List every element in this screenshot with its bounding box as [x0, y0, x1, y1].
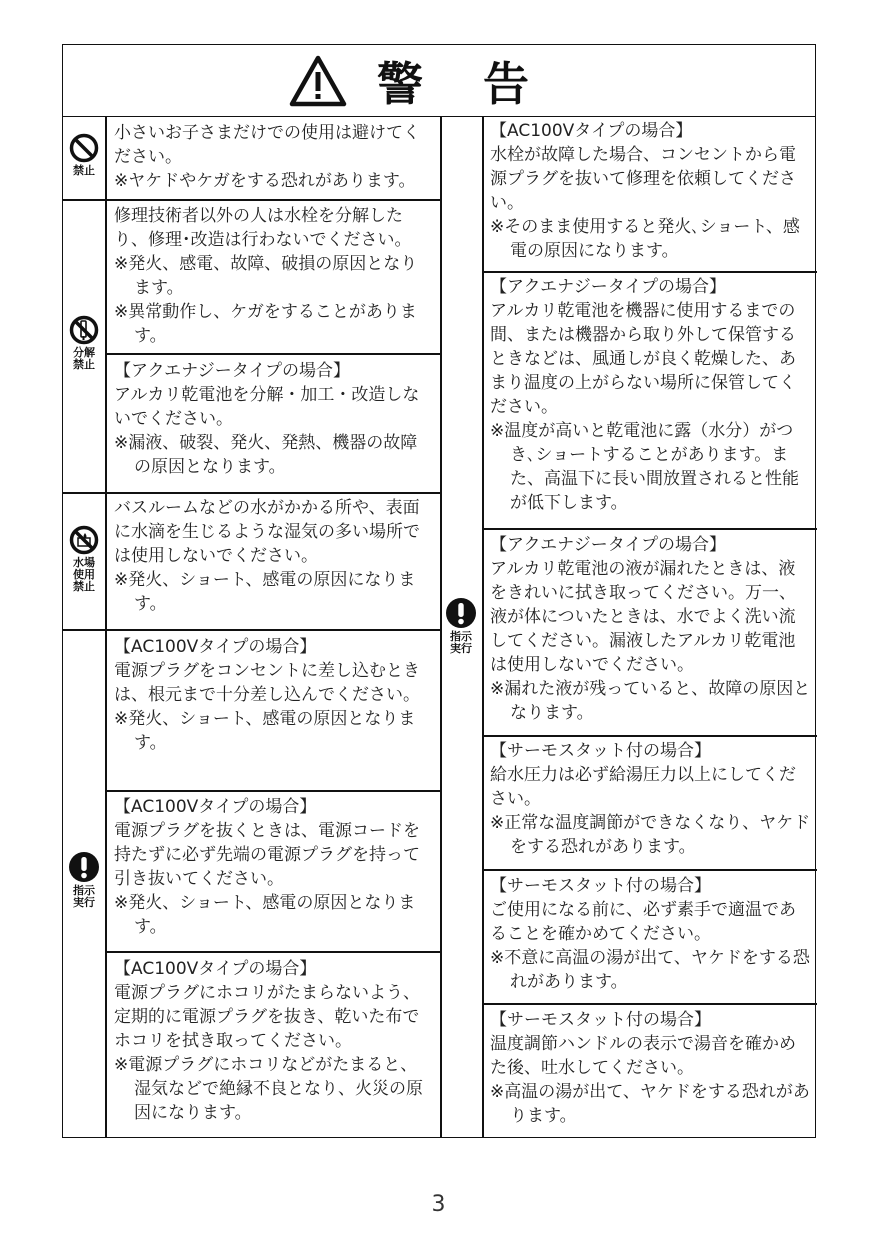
cell-heading: 【AC100Vタイプの場合】 [114, 959, 317, 979]
cell-note: ※正常な温度調節ができなくなり、ヤケドをする恐れがあります。 [490, 813, 811, 857]
cell-text: アルカリ乾電池を機器に使用するまでの間、または機器から取り外して保管するときなどは、風通しが良く乾燥した、あまり温度の上がらない場所に保管してください。 [490, 301, 796, 417]
cell-note: ※発火、ショート、感電の原因となります。 [114, 709, 416, 753]
left-cell-1 [114, 121, 434, 193]
cell-heading: 【サーモスタット付の場合】 [490, 741, 711, 761]
mandatory-action-icon [445, 597, 477, 629]
cell-note: ※漏液、破裂、発火、発熱、機器の故障の原因となります。 [114, 433, 418, 477]
cell-text: アルカリ乾電池の液が漏れたときは、液をきれいに拭き取ってください。万一、液が体についたときは、水でよく洗い流してください。漏液したアルカリ乾電池は使用しないでください。 [490, 559, 796, 675]
mandatory-action-icon [68, 851, 100, 883]
cell-note: ※温度が高いと乾電池に露（水分）がつき､ショートすることがあります。また、高温下に長い間放置されると性能が低下します。 [490, 421, 799, 513]
cell-note: ※ヤケドやケガをする恐れがあります。 [114, 171, 416, 191]
left-cell-6 [114, 795, 434, 939]
icon-label: 指示実行 [73, 884, 95, 909]
icon-label: 水場使用禁止 [73, 556, 95, 593]
left-group-no-disassembly [63, 315, 105, 371]
right-cell-1 [490, 119, 812, 263]
no-disassembly-icon [69, 315, 99, 345]
cell-note: ※異常動作し、ケガをすることがあります。 [114, 302, 417, 346]
cell-text: アルカリ乾電池を分解・加工・改造しないでください。 [114, 385, 420, 429]
cell-heading: 【サーモスタット付の場合】 [490, 876, 711, 896]
cell-note: ※発火、感電、故障、破損の原因となります。 [114, 254, 418, 298]
cell-text: 給水圧力は必ず給湯圧力以上にしてください。 [490, 765, 796, 809]
cell-text: 電源プラグをコンセントに差し込むときは、根元まで十分差し込んでください。 [114, 661, 420, 705]
cell-text: バスルームなどの水がかかる所や、表面に水滴を生じるような湿気の多い場所では使用しないでください。 [114, 498, 420, 566]
cell-note: ※電源プラグにホコリなどがたまると、湿気などで絶縁不良となり、火災の原因になります。 [114, 1055, 423, 1123]
cell-heading: 【サーモスタット付の場合】 [490, 1010, 711, 1030]
left-cell-7 [114, 957, 434, 1125]
left-group-no-water [63, 525, 105, 593]
right-cell-5 [490, 874, 812, 994]
right-cell-3 [490, 533, 812, 725]
cell-heading: 【AC100Vタイプの場合】 [114, 637, 317, 657]
warning-header [63, 45, 815, 117]
cell-note: ※漏れた液が残っていると、故障の原因となります。 [490, 679, 811, 723]
left-cell-2 [114, 204, 434, 348]
left-cell-5 [114, 635, 434, 755]
cell-heading: 【アクエナジータイプの場合】 [490, 535, 726, 555]
left-cell-3 [114, 359, 434, 479]
right-cell-4 [490, 739, 812, 859]
cell-text: 温度調節ハンドルの表示で湯音を確かめた後、吐水してください。 [490, 1034, 796, 1078]
left-group-prohibit [63, 133, 105, 177]
cell-text: 修理技術者以外の人は水栓を分解したり、修理･改造は行わないでください。 [114, 206, 412, 250]
warning-table [62, 44, 816, 1138]
prohibit-icon [69, 133, 99, 163]
no-water-use-icon [69, 525, 99, 555]
cell-text: 電源プラグを抜くときは、電源コードを持たずに必ず先端の電源プラグを持って引き抜いてください。 [114, 821, 420, 889]
cell-note: ※そのまま使用すると発火､ショート、感電の原因になります。 [490, 217, 800, 261]
warning-triangle-icon [289, 54, 347, 108]
cell-note: ※不意に高温の湯が出て、ヤケドをする恐れがあります。 [490, 948, 810, 992]
cell-note: ※発火、ショート、感電の原因となります。 [114, 893, 416, 937]
right-group-mandatory [440, 597, 482, 655]
cell-heading: 【AC100Vタイプの場合】 [490, 121, 693, 141]
icon-label: 分解禁止 [73, 346, 95, 371]
cell-note: ※発火、ショート、感電の原因になります。 [114, 570, 416, 614]
icon-label: 禁止 [73, 164, 95, 177]
cell-text: ご使用になる前に、必ず素手で適温であることを確かめてください。 [490, 900, 796, 944]
cell-text: 電源プラグにホコリがたまらないよう、定期的に電源プラグを抜き、乾いた布でホコリを拭き取ってください。 [114, 983, 420, 1051]
left-group-mandatory [63, 851, 105, 909]
cell-heading: 【アクエナジータイプの場合】 [490, 277, 726, 297]
page-title: 警告 [377, 56, 589, 111]
cell-text: 小さいお子さまだけでの使用は避けてください。 [114, 123, 420, 167]
icon-label: 指示実行 [450, 630, 472, 655]
left-cell-4 [114, 496, 434, 616]
right-cell-6 [490, 1008, 812, 1128]
cell-heading: 【AC100Vタイプの場合】 [114, 797, 317, 817]
page-number: 3 [431, 1192, 446, 1217]
right-cell-2 [490, 275, 812, 515]
cell-text: 水栓が故障した場合、コンセントから電源プラグを抜いて修理を依頼してください。 [490, 145, 796, 213]
cell-note: ※高温の湯が出て、ヤケドをする恐れがあります。 [490, 1082, 810, 1126]
cell-heading: 【アクエナジータイプの場合】 [114, 361, 350, 381]
